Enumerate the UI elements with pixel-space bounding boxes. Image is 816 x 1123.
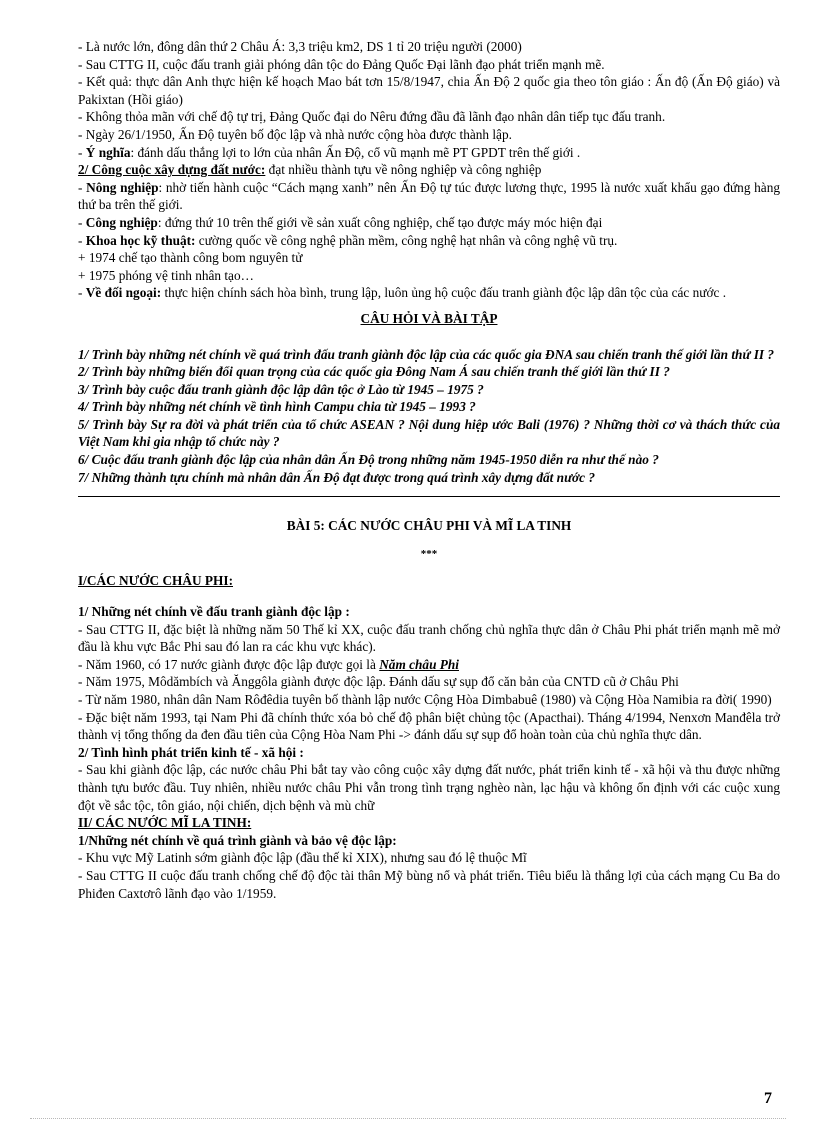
questions-heading: CÂU HỎI VÀ BÀI TẬP bbox=[360, 310, 498, 326]
label-significance: Ý nghĩa bbox=[85, 144, 131, 160]
paragraph-africa-2: - Năm 1960, có 17 nước giành được độc lập được gọi là Năm châu Phi bbox=[78, 656, 459, 672]
africa-struggle-heading: 1/ Những nét chính về đấu tranh giành độc lập : bbox=[78, 604, 350, 620]
question-item: 1/ Trình bày những nét chính về quá trình đấu tranh giành độc lập của các quốc gia ĐNA sau chiến tranh thế giới lần thứ II ? bbox=[78, 346, 775, 362]
africa-heading: I/CÁC NƯỚC CHÂU PHI: bbox=[78, 573, 233, 589]
paragraph-india-nehru: - Không thỏa mãn với chế độ tự trị, Đảng Quốc đại do Nêru đứng đầu đã lãnh đạo nhân dân tiếp tục đấu tranh. bbox=[78, 109, 666, 125]
section-divider bbox=[78, 496, 780, 497]
paragraph-satellite: + 1975 phóng vệ tinh nhân tạo… bbox=[78, 267, 254, 283]
paragraph-foreign-affairs: - Về đối ngoại: thực hiện chính sách hòa bình, trung lập, luôn ủng hộ cuộc đấu tranh giành độc lập dân tộc của các nước . bbox=[78, 285, 727, 301]
paragraph-nuclear: + 1974 chế tạo thành công bom nguyên tử bbox=[78, 250, 303, 266]
paragraph-agriculture: - Nông nghiệp: nhờ tiến hành cuộc “Cách mạng xanh” nên Ấn Độ tự túc được lương thực, 1995 là nước xuất khẩu gạo đứng hàng thứ ba trên thế giới. bbox=[78, 179, 780, 213]
paragraph-africa-3: - Năm 1975, Môdămbích và Ănggôla giành được độc lập. Đánh dấu sự sụp đổ căn bản của CNTD cũ ở Châu Phi bbox=[78, 674, 679, 690]
paragraph-latam-1: - Khu vực Mỹ Latinh sớm giành độc lập (đầu thế kỉ XIX), nhưng sau đó lệ thuộc Mĩ bbox=[78, 850, 527, 866]
paragraph-africa-4: - Từ năm 1980, nhân dân Nam Rôđêdia tuyên bố thành lập nước Cộng Hòa Dimbabuê (1980) và Cộng Hòa Namibia ra đời( 1990) bbox=[78, 692, 772, 707]
latam-heading: II/ CÁC NƯỚC MĨ LA TINH: bbox=[78, 815, 252, 831]
paragraph-india-population: - Là nước lớn, đông dân thứ 2 Châu Á: 3,3 triệu km2, DS 1 tỉ 20 triệu người (2000) bbox=[78, 39, 522, 54]
page-bottom-rule bbox=[30, 1118, 786, 1119]
label-industry: Công nghiệp bbox=[85, 214, 158, 230]
label-foreign-affairs: Về đối ngoại: bbox=[85, 285, 162, 301]
question-item: 4/ Trình bày những nét chính về tình hình Campu chia từ 1945 – 1993 ? bbox=[78, 399, 476, 415]
paragraph-africa-6: - Sau khi giành độc lập, các nước châu Phi bắt tay vào công cuộc xây dựng đất nước, phát triển kinh tế - xã hội và thu được những thành tựu bước đầu. Tuy nhiên, nhiều nước châu Phi vẫn trong tình trạng nghèo nàn, lạc hậu và không ổn định với các cuộc xung đột về sắc tộc, tôn giáo, nội chiến, dịch bệnh và mù chữ bbox=[78, 762, 780, 813]
label-science: Khoa học kỹ thuật: bbox=[85, 232, 196, 248]
paragraph-india-significance: - Ý nghĩa: đánh dấu thắng lợi to lớn của nhân Ấn Độ, cổ vũ mạnh mẽ PT GPDT trên thế giới . bbox=[78, 144, 581, 160]
paragraph-latam-2: - Sau CTTG II cuộc đấu tranh chống chế độ độc tài thân Mỹ bùng nổ và phát triển. Tiêu biểu là thắng lợi của cách mạng Cu Ba do Phiđen Caxtơrô lãnh đạo vào 1/1959. bbox=[78, 867, 780, 901]
paragraph-india-result: - Kết quả: thực dân Anh thực hiện kế hoạch Mao bát tơn 15/8/1947, chia Ấn Độ 2 quốc gia theo tôn giáo : Ấn độ (Ấn Độ giáo) và Pakixtan (Hồi giáo) bbox=[78, 74, 780, 107]
questions-list bbox=[78, 346, 780, 487]
paragraph-africa-1: - Sau CTTG II, đặc biệt là những năm 50 Thế kỉ XX, cuộc đấu tranh chống chủ nghĩa thực dân ở Châu Phi phát triển mạnh mẽ mở đầu là khu vực Bắc Phi sau đó lan ra các khu vực khác). bbox=[78, 621, 780, 655]
question-item: 6/ Cuộc đấu tranh giành độc lập của nhân dân Ấn Độ trong những năm 1945-1950 diễn ra như thế nào ? bbox=[78, 452, 659, 468]
heading-construction-label: 2/ Công cuộc xây dựng đất nước: bbox=[78, 162, 266, 178]
paragraph-industry: - Công nghiệp: đứng thứ 10 trên thế giới về sản xuất công nghiệp, chế tạo được máy móc hiện đại bbox=[78, 214, 603, 230]
label-agriculture: Nông nghiệp bbox=[86, 179, 159, 195]
latam-independence-heading: 1/Những nét chính về quá trình giành và bảo vệ độc lập: bbox=[78, 832, 397, 848]
question-item: 2/ Trình bày những biến đổi quan trọng của các quốc gia Đông Nam Á sau chiến tranh thế giới lần thứ II ? bbox=[78, 364, 670, 380]
question-item: 7/ Những thành tựu chính mà nhân dân Ấn Độ đạt được trong quá trình xây dựng đất nước ? bbox=[78, 469, 596, 485]
paragraph-science: - Khoa học kỹ thuật: cường quốc về công nghệ phần mềm, công nghệ hạt nhân và công nghệ vũ trụ. bbox=[78, 232, 618, 248]
lesson-stars: *** bbox=[420, 548, 438, 561]
africa-development-heading: 2/ Tình hình phát triển kinh tế - xã hội : bbox=[78, 744, 304, 760]
year-of-africa: Năm châu Phi bbox=[379, 656, 459, 672]
paragraph-africa-5: - Đặc biệt năm 1993, tại Nam Phi đã chính thức xóa bỏ chế độ phân biệt chủng tộc (Apacthai). Tháng 4/1994, Nenxơn Manđêla trở thành vị tổng thống da đen đầu tiên của Cộng Hòa Nam Phi -> đánh dấu sự sụp đổ hoàn toàn của chủ nghĩa thực dân. bbox=[78, 709, 780, 743]
question-item: 3/ Trình bày cuộc đấu tranh giành độc lập dân tộc ở Lào từ 1945 – 1975 ? bbox=[78, 381, 484, 397]
heading-construction: 2/ Công cuộc xây dựng đất nước: đạt nhiều thành tựu về nông nghiệp và công nghiệp bbox=[78, 162, 542, 178]
paragraph-india-struggle: - Sau CTTG II, cuộc đấu tranh giải phóng dân tộc do Đảng Quốc Đại lãnh đạo phát triển mạnh mẽ. bbox=[78, 56, 605, 72]
paragraph-india-independence: - Ngày 26/1/1950, Ấn Độ tuyên bố độc lập và nhà nước cộng hòa được thành lập. bbox=[78, 126, 512, 142]
document-page bbox=[78, 38, 780, 902]
page-number: 7 bbox=[764, 1090, 772, 1107]
question-item: 5/ Trình bày Sự ra đời và phát triển của tổ chức ASEAN ? Nội dung hiệp ước Bali (1976) ? Những thời cơ và thách thức của Việt Nam khi gia nhập tổ chức này ? bbox=[78, 416, 780, 450]
lesson-title: BÀI 5: CÁC NƯỚC CHÂU PHI VÀ MĨ LA TINH bbox=[286, 518, 572, 534]
